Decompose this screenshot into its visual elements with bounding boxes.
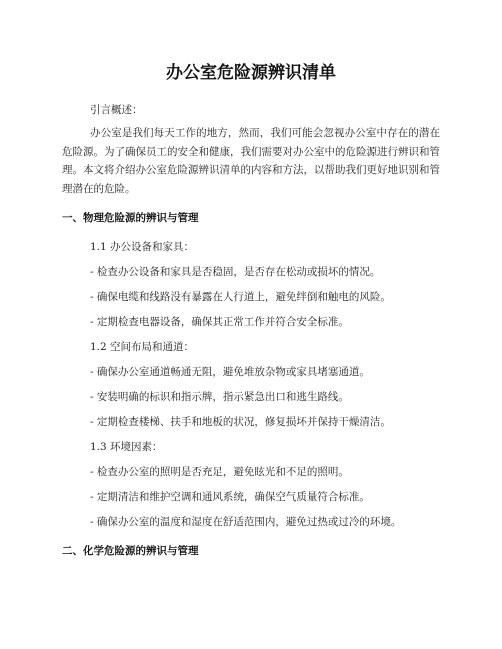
list-item: - 定期检查楼梯、扶手和地板的状况，修复损坏并保持干燥清洁。 — [90, 416, 391, 428]
list-item: - 安装明确的标识和指示牌，指示紧急出口和逃生路线。 — [90, 391, 349, 403]
subsection-label-equipment: 1.1 办公设备和家具： — [90, 241, 195, 253]
subsection-label-environment: 1.3 环境因素： — [90, 441, 163, 453]
subsection-label-layout: 1.2 空间布局和通道： — [90, 341, 195, 353]
list-item: - 定期清洁和维护空调和通风系统，确保空气质量符合标准。 — [90, 491, 370, 503]
document-title: 办公室危险源辨识清单 — [166, 63, 336, 83]
section-heading-physical: 一、物理危险源的辨识与管理 — [62, 212, 199, 224]
list-item: - 检查办公室的照明是否充足，避免眩光和不足的照明。 — [90, 466, 349, 478]
list-item: - 确保办公室的温度和湿度在舒适范围内，避免过热或过冷的环境。 — [90, 516, 402, 528]
list-item: - 检查办公设备和家具是否稳固，是否存在松动或损坏的情况。 — [90, 266, 381, 278]
intro-label: 引言概述： — [90, 104, 143, 116]
list-item: - 定期检查电器设备，确保其正常工作并符合安全标准。 — [90, 316, 349, 328]
intro-paragraph: 办公室是我们每天工作的地方，然而，我们可能会忽视办公室中存在的潜在危险源。为了确保员工的安全和健康，我们需要对办公室中的危险源进行辨识和管理。本文将介绍办公室危险源辨识清单的内容和方法，以帮助我们更好地识别和管理潜在的危险。 — [62, 127, 440, 195]
list-item: - 确保电缆和线路没有暴露在人行道上，避免绊倒和触电的风险。 — [90, 291, 391, 303]
list-item: - 确保办公室通道畅通无阻，避免堆放杂物或家具堵塞通道。 — [90, 366, 370, 378]
section-heading-chemical: 二、化学危险源的辨识与管理 — [62, 545, 199, 557]
